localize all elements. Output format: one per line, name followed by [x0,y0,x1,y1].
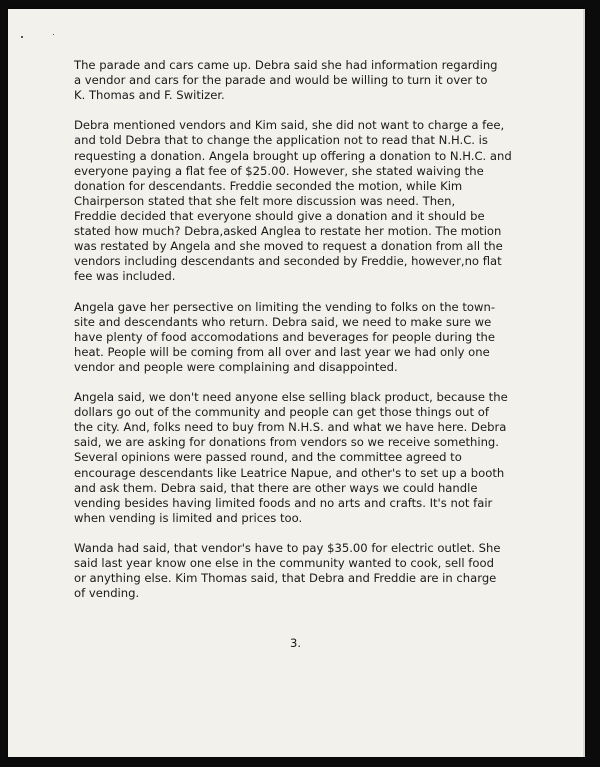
scan-speck [21,36,23,38]
paper-edge [583,9,585,757]
paragraph-parade: The parade and cars came up. Debra said she had information regarding a vendor and cars for the parade and would be willing to turn it over to K. Thomas and F. Switizer. [74,58,498,103]
paragraph-black-product: Angela said, we don't need anyone else selling black product, because the dollars go out of the community and people can get those things out of the city. And, folks need to buy from N.H.S. and what we have here. Debra said, we are asking for donations from vendors so we receive something. Several opinions were passed round, and the committee agreed to encourage descendants like Leatrice Napue, and other's to set up a booth and ask them. Debra said, that there are other ways we could handle vending besides having limited foods and no arts and crafts. It's not fair when vending is limited and prices too. [74,390,508,525]
paragraph-vendor-donation: Debra mentioned vendors and Kim said, she did not want to charge a fee, and told Debra that to change the application not to read that N.H.C. is requesting a donation. Angela brought up offering a donation to N.H.C. and everyone paying a flat fee of $25.00. However, she stated waiving the donation for descendants. Freddie seconded the motion, while Kim Chairperson stated that she felt more discussion was need. Then, Freddie decided that everyone should give a donation and it should be stated how much? Debra,asked Anglea to restate her motion. The motion was restated by Angela and she moved to request a donation from all the vendors including descendants and seconded by Freddie, however,no flat fee was included. [74,118,512,284]
meeting-minutes-body [74,58,514,616]
page-number: 3. [290,636,302,650]
paragraph-electric-outlet: Wanda had said, that vendor's have to pay $35.00 for electric outlet. She said last year know one else in the community wanted to cook, sell food or anything else. Kim Thomas said, that Debra and Freddie are in charge of vending. [74,541,501,601]
scan-speck [53,34,54,35]
paragraph-vending-limits: Angela gave her persective on limiting the vending to folks on the town- site and descendants who return. Debra said, we need to make sure we have plenty of food accomodations and beverages for people during the heat. People will be coming from all over and last year we had only one vendor and people were complaining and disappointed. [74,299,496,374]
